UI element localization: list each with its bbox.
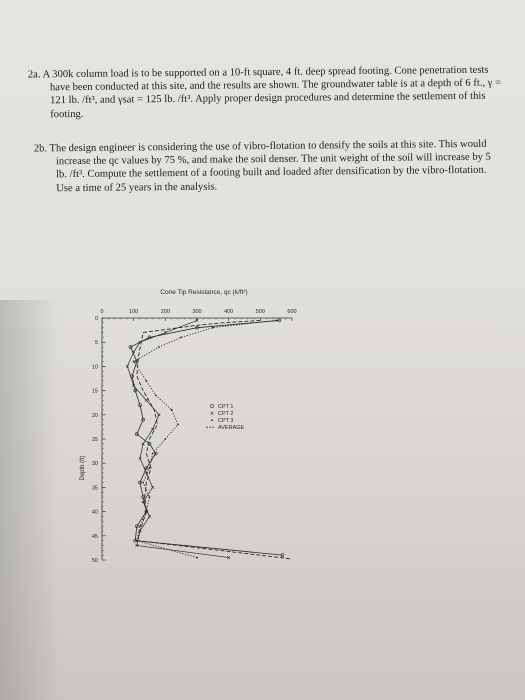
y-tick-label: 0 [94, 316, 98, 322]
data-point [142, 482, 144, 484]
series-line [137, 320, 292, 559]
x-tick-label: 300 [192, 309, 202, 315]
data-point [171, 409, 173, 411]
chart-ylabel: Depth (ft) [80, 455, 86, 481]
problem-2a-label: 2a. [27, 69, 41, 81]
data-point [212, 327, 214, 329]
problem-2b-text: The design engineer is considering the use of vibro-flotation to densify the soils at this site. This would increase the qc values by 75 %, and make the soil denser. The unit weight of the soil will increase by 5 lb. /ft³. Compute the settlement of a footing built and loaded after densification by the vibro-flotation. Use a time of 25 years in the analysis. [49, 138, 491, 194]
data-point [177, 424, 179, 426]
problem-2b-label: 2b. [33, 143, 48, 155]
data-point [149, 496, 151, 498]
y-tick-label: 50 [91, 558, 98, 564]
legend-label: CPT 3 [218, 418, 234, 424]
problem-2a-text: A 300k column load is to be supported on a 10-ft square, 4 ft. deep spread footing. Cone penetration tests have been conducted at this site, and the results are shown. The groundwater table is at a depth of 6 ft., γ = 121 lb. /ft³, and γsat = 125 lb. /ft³. Apply proper design procedures and determine the settlement of this footing. [42, 64, 502, 120]
x-tick-label: 100 [129, 309, 139, 315]
legend-marker [211, 419, 213, 421]
x-tick-label: 200 [160, 309, 170, 315]
x-tick-label: 0 [100, 309, 104, 315]
y-tick-label: 45 [91, 533, 98, 540]
x-tick-label: 400 [224, 309, 234, 315]
data-point [139, 525, 141, 527]
y-tick-label: 20 [91, 412, 98, 419]
legend-marker [210, 405, 213, 408]
legend-marker [211, 412, 214, 415]
data-point [145, 399, 148, 402]
data-point [151, 486, 154, 489]
y-tick-label: 40 [91, 509, 98, 516]
legend-label: CPT 2 [218, 411, 234, 417]
chart-axes [92, 309, 297, 564]
y-tick-label: 10 [91, 364, 98, 371]
data-point [151, 428, 154, 431]
legend-label: CPT 1 [218, 404, 234, 410]
chart-title: Cone Tip Resistance, qc (k/ft²) [160, 289, 248, 296]
series-line [131, 320, 283, 555]
data-point [196, 557, 198, 559]
problem-2b [34, 138, 505, 196]
y-tick-label: 30 [91, 461, 98, 468]
chart-legend [206, 404, 245, 431]
data-point [155, 395, 157, 397]
x-tick-label: 600 [287, 309, 297, 315]
y-tick-label: 35 [91, 485, 98, 492]
cpt-figure [72, 278, 312, 578]
data-point [149, 467, 151, 469]
data-point [145, 380, 147, 382]
data-point [133, 361, 135, 363]
page-shadow [0, 300, 60, 700]
data-point [180, 336, 182, 338]
series-line [134, 320, 277, 557]
chart-series [126, 319, 292, 559]
data-point [158, 346, 160, 348]
data-point [148, 515, 151, 518]
y-tick-label: 15 [91, 388, 98, 395]
y-tick-label: 5 [94, 340, 98, 347]
data-point [164, 438, 166, 440]
legend-label: AVERAGE [218, 425, 245, 431]
data-point [158, 414, 161, 417]
data-point [152, 453, 154, 455]
y-tick-label: 25 [91, 437, 98, 443]
data-point [275, 320, 277, 322]
cpt-chart [72, 278, 312, 578]
x-tick-label: 500 [255, 309, 265, 315]
problem-2a [28, 64, 504, 122]
